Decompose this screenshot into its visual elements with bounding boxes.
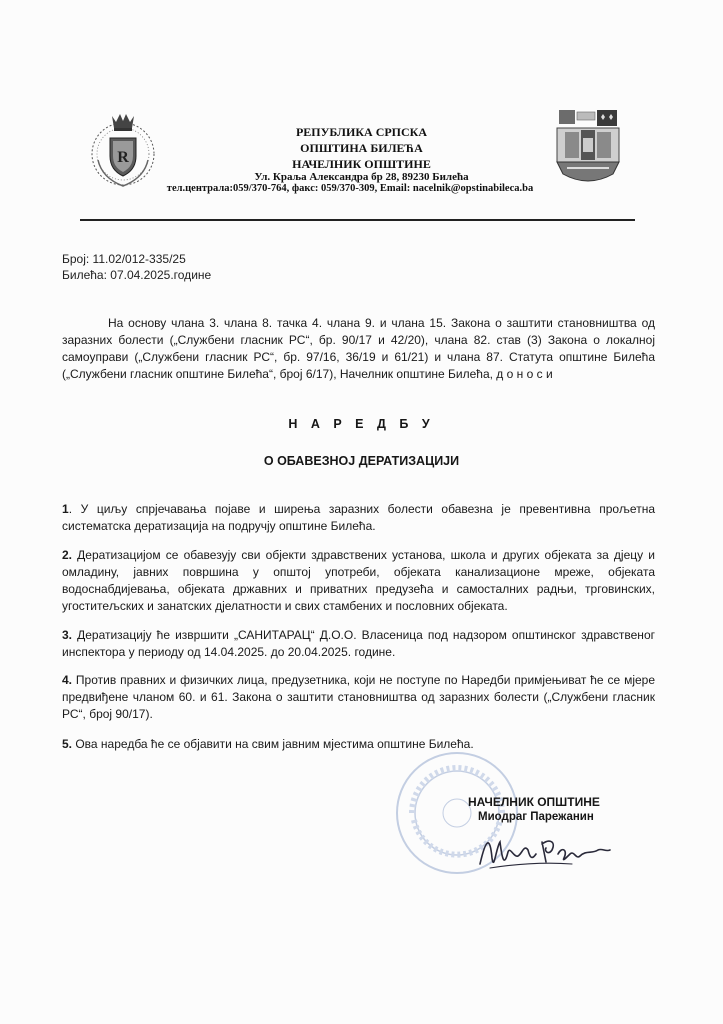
item-text: . У циљу спрјечавања појаве и ширења заразних болести обавезна је превентивна прољетна систематска дератизација на подручју општине Билећа. xyxy=(62,502,655,533)
item-text: Дератизацију ће извршити „САНИТАРАЦ“ Д.О.О. Власеница под надзором општинског здравственог инспектора у периоду од 14.04.2025. до 20.04.2025. године. xyxy=(62,628,655,659)
signatory-title: НАЧЕЛНИК ОПШТИНЕ xyxy=(468,795,600,809)
item-text: Дератизацијом се обавезују сви објекти здравствених установа, школа и других објеката за дјецу и омладину, јавних површина у општој употреби, објеката канализационе мреже, објеката водоснабдијевања, објеката државних и приватних предузећа и самосталних радњи, трговинских, угоститељских и занатских дјелатности и свих стамбених и пословних објеката. xyxy=(62,548,655,613)
item-number: 4. xyxy=(62,673,73,687)
item-4 xyxy=(62,672,655,723)
item-5 xyxy=(62,736,655,753)
document-title: Н А Р Е Д Б У xyxy=(288,417,435,431)
document-place-date: Билећа: 07.04.2025.године xyxy=(62,268,212,282)
header-republic: РЕПУБЛИКА СРПСКА xyxy=(295,125,428,139)
item-number: 5. xyxy=(62,737,73,751)
item-3 xyxy=(62,627,655,661)
svg-text:R: R xyxy=(117,149,129,166)
item-number: 2. xyxy=(62,548,73,562)
document-subtitle: О ОБАВЕЗНОЈ ДЕРАТИЗАЦИЈИ xyxy=(263,454,460,468)
signatory-name: Миодраг Парежанин xyxy=(478,811,594,823)
preamble-text: На основу члана 3. члана 8. тачка 4. члана 9. и члана 15. Закона о заштити становништва од заразних болести („Службени гласник РС“, бр. 90/17 и 42/20), члана 82. став (3) Закона о локалној самоуправи („Службени гласник РС“, бр. 97/16, 36/19 и 61/21) и члана 87. Статута општине Билећа („Службени гласник општине Билећа“, број 6/17), Начелник општине Билећа, д о н о с и xyxy=(62,316,655,381)
document-number: Број: 11.02/012-335/25 xyxy=(62,252,186,266)
item-number: 3. xyxy=(62,628,73,642)
item-text: Ова наредба ће се објавити на свим јавним мјестима општине Билећа. xyxy=(72,737,474,751)
item-1 xyxy=(62,501,655,535)
preamble xyxy=(62,315,655,383)
handwritten-signature xyxy=(476,828,616,878)
header-contact: тел.централа:059/370-764, факс: 059/370-309, Email: nacelnik@opstinabileca.ba xyxy=(166,183,534,194)
header-address: Ул. Краља Александра бр 28, 89230 Билећа xyxy=(254,171,469,183)
item-text: Против правних и физичких лица, предузетника, који не поступе по Наредби примјењиват ће се мјере предвиђене чланом 60. и 61. Закона о заштити становништва од заразних болести („Службени гласник РС“, број 90/17). xyxy=(62,673,655,721)
item-2 xyxy=(62,547,655,615)
header-municipality: ОПШТИНА БИЛЕЋА xyxy=(300,141,423,155)
header-divider xyxy=(80,219,635,221)
header-mayor: НАЧЕЛНИК ОПШТИНЕ xyxy=(292,157,431,171)
item-number: 1 xyxy=(62,502,69,516)
